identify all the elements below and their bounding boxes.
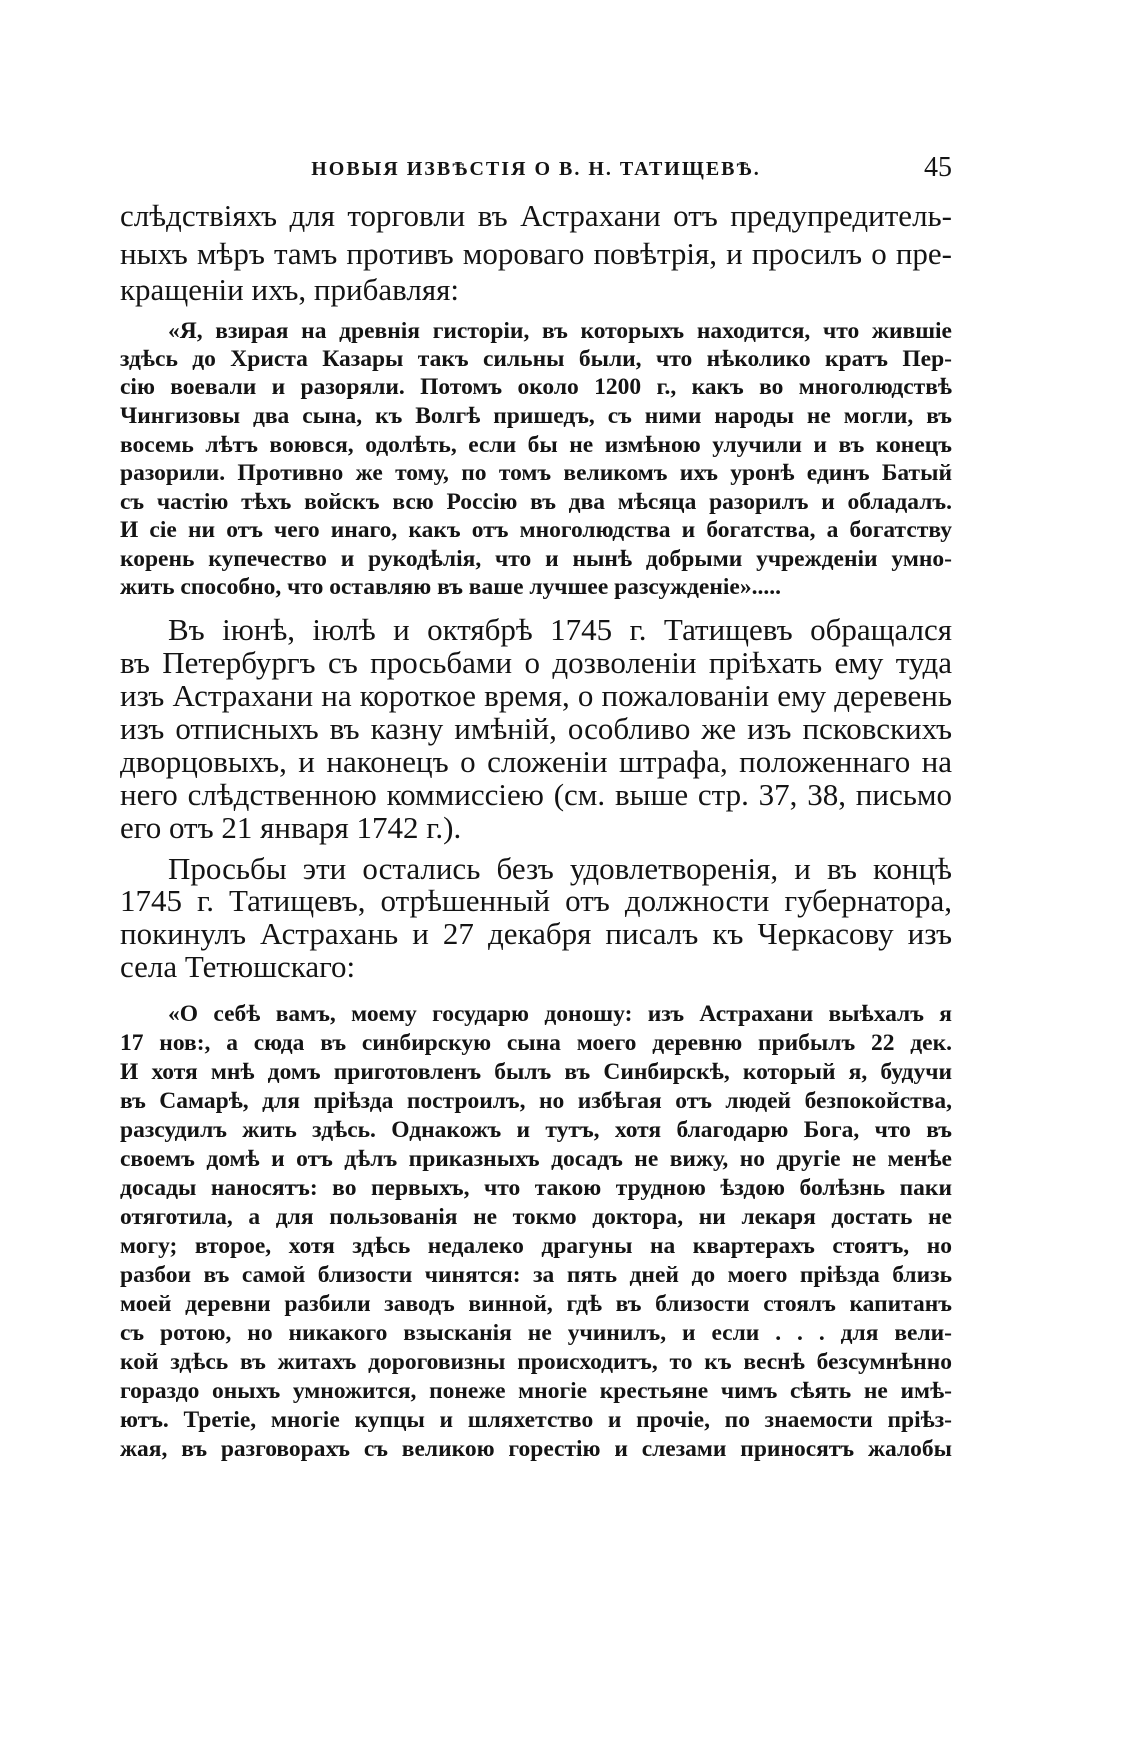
quote-line: съ ротою, но никакого взысканія не учинилъ, и если . . . для вели- bbox=[120, 1320, 952, 1346]
text-line: села Тетюшскаго: bbox=[120, 949, 356, 984]
quote-line: жить способно, что оставляю въ ваше лучшее разсужденіе»..... bbox=[120, 574, 781, 600]
quote-line: 17 нов:, а сюда въ синбирскую сына моего деревню прибылъ 22 дек. bbox=[120, 1030, 952, 1056]
running-title: НОВЫЯ ИЗВѢСТІЯ О В. Н. ТАТИЩЕВѢ. bbox=[311, 158, 761, 180]
quote-line: И хотя мнѣ домъ приготовленъ былъ въ Синбирскѣ, который я, будучи bbox=[120, 1059, 952, 1085]
text-line: кращеніи ихъ, прибавляя: bbox=[120, 272, 459, 307]
quote-line: разсудилъ жить здѣсь. Однакожъ и тутъ, хотя благодарю Бога, что въ bbox=[120, 1117, 952, 1143]
quote-line: корень купечество и рукодѣлія, что и нынѣ добрыми учрежденіи умно- bbox=[120, 546, 952, 572]
quote-line: Чингизовы два сына, къ Волгѣ пришедъ, съ ними народы не могли, въ bbox=[120, 403, 952, 429]
quote-line: разбои въ самой близости чинятся: за пять дней до моего пріѣзда близь bbox=[120, 1262, 952, 1288]
quote-line: разорили. Противно же тому, по томъ великомъ ихъ уронѣ единъ Батый bbox=[120, 460, 952, 486]
quote-line: здѣсь до Христа Казары такъ сильны были, что нѣколико кратъ Пер- bbox=[120, 346, 952, 372]
text-line: 1745 г. Татищевъ, отрѣшенный отъ должности губернатора, bbox=[120, 883, 952, 918]
text-line: его отъ 21 января 1742 г.). bbox=[120, 810, 462, 845]
quote-line: жая, въ разговорахъ съ великою горестію и слезами приносятъ жалобы bbox=[120, 1436, 952, 1462]
quote-line: И сіе ни отъ чего инаго, какъ отъ многолюдства и богатства, а богатству bbox=[120, 517, 952, 543]
quote-line: досады наносятъ: во первыхъ, что такою трудною ѣздою болѣзнь паки bbox=[120, 1175, 952, 1201]
quote-line: отяготила, а для пользованія не токмо доктора, ни лекаря достать не bbox=[120, 1204, 952, 1230]
text-line: Въ іюнѣ, іюлѣ и октябрѣ 1745 г. Татищевъ обращался bbox=[168, 612, 952, 647]
page-header bbox=[120, 152, 952, 194]
quote-line: «Я, взирая на древнія гисторіи, въ которыхъ находится, что жившіе bbox=[168, 318, 952, 344]
text-line: дворцовыхъ, и наконецъ о сложеніи штрафа, положеннаго на bbox=[120, 744, 952, 779]
text-line: слѣдствіяхъ для торговли въ Астрахани отъ предупредитель- bbox=[120, 198, 952, 233]
text-line: ныхъ мѣръ тамъ противъ мороваго повѣтрія, и просилъ о пре- bbox=[120, 236, 952, 271]
text-line: изъ отписныхъ въ казну имѣній, особливо же изъ псковскихъ bbox=[120, 711, 952, 746]
quote-line: ютъ. Третіе, многіе купцы и шляхетство и прочіе, по знаемости пріѣз- bbox=[120, 1407, 952, 1433]
quote-line: восемь лѣтъ воювся, одолѣть, если бы не измѣною улучили и въ конецъ bbox=[120, 432, 952, 458]
text-line: изъ Астрахани на короткое время, о пожалованіи ему деревень bbox=[120, 678, 952, 713]
quote-line: могу; второе, хотя здѣсь недалеко драгуны на квартерахъ стоятъ, но bbox=[120, 1233, 952, 1259]
quote-line: въ Самарѣ, для пріѣзда построилъ, но избѣгая отъ людей безпокойства, bbox=[120, 1088, 952, 1114]
text-line: него слѣдственною коммиссіею (см. выше стр. 37, 38, письмо bbox=[120, 777, 952, 812]
quote-line: кой здѣсь въ житахъ дороговизны происходитъ, то къ веснѣ безсумнѣнно bbox=[120, 1349, 952, 1375]
quote-line: своемъ домѣ и отъ дѣлъ приказныхъ досадъ не вижу, но другіе не менѣе bbox=[120, 1146, 952, 1172]
text-line: въ Петербургъ съ просьбами о дозволеніи пріѣхать ему туда bbox=[120, 645, 952, 680]
quote-line: моей деревни разбили заводъ винной, гдѣ въ близости стоялъ капитанъ bbox=[120, 1291, 952, 1317]
quote-line: сію воевали и разоряли. Потомъ около 1200 г., какъ во многолюдствѣ bbox=[120, 374, 952, 400]
quote-line: «О себѣ вамъ, моему государю доношу: изъ Астрахани выѣхалъ я bbox=[168, 1001, 952, 1027]
quote-line: съ частію тѣхъ войскъ всю Россію въ два мѣсяца разорилъ и обладалъ. bbox=[120, 489, 952, 515]
text-line: Просьбы эти остались безъ удовлетворенія, и въ концѣ bbox=[168, 851, 952, 886]
quote-line: гораздо оныхъ умножится, понеже многіе крестьяне чимъ сѣять не имѣ- bbox=[120, 1378, 952, 1404]
text-line: покинулъ Астрахань и 27 декабря писалъ къ Черкасову изъ bbox=[120, 916, 952, 951]
page-number: 45 bbox=[924, 152, 952, 183]
